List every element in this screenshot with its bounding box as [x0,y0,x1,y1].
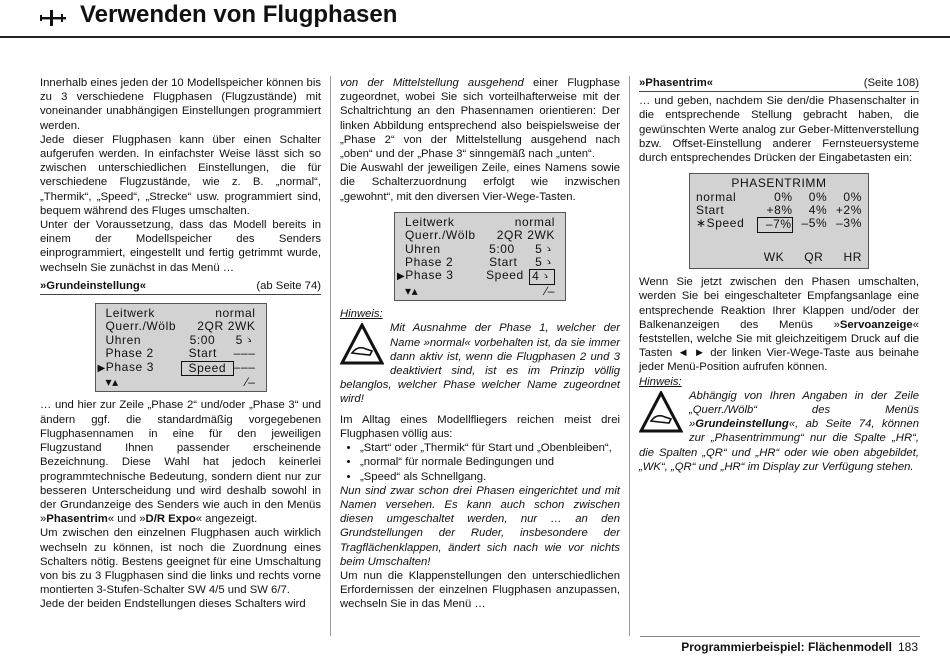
selection-arrow-icon: ▶ [397,271,406,283]
hint-text: Mit Ausnahme der Phase 1, welcher der Name »normal« vorbehalten ist, da sie immer dann aktiv ist, wenn die Flugphasen 2 und 3 deaktiviert sind, ist es im Prinzip völlig belanglos, welcher Phase welcher Name zugeordnet wird! [340,322,620,406]
paragraph: Um zwischen den einzelnen Flugphasen auch wirklich wechseln zu können, ist noch die Zuordnung eines Schalters nötig. Bestens geeignet für eine Umschaltung von bis zu 3 Flugphasen sind die links und rechts vorne montierten 3-Stufen-Schalter SW 4/5 und SW 6/7. [40,527,321,597]
subheading-rule [639,91,919,92]
hint-label: Hinweis: [340,308,383,321]
subheading-title: »Grundeinstellung« [40,279,147,292]
switch-icon: ⁄– [245,375,256,390]
lcd-screen-flugphasen [394,212,566,301]
lcd-row: Start +8% 4% +2% [696,203,862,218]
list-item: • „Start“ oder „Thermik“ für Start und „Obenbleiben“, [360,441,620,455]
paragraph: … und geben, nachdem Sie den/die Phasenschalter in die entsprechende Stellung gebracht haben, die gewünschten Werte analog zur Geber-Mittenverstellung bzw. Offset-Einstellung anderer Fernsteuersysteme durch entsprechendes Drücken der Eingabetasten ein: [639,95,919,165]
selection-arrow-icon: ▶ [97,362,106,374]
page-header [0,0,950,36]
lcd-row-selected: ∗Speed –7% –5% –3% [696,216,862,232]
airplane-icon [40,8,68,28]
hint-block [639,389,919,474]
paragraph: Unter der Voraussetzung, dass das Modell bereits in einem der Modellspeicher des Senders einprogrammiert, eingestellt und fertig getrimmt wurde, wechseln Sie zunächst in das Menü … [40,219,321,274]
subheading [639,76,919,90]
lcd-row: Querr./Wölb 2QR 2WK [405,228,555,243]
up-down-arrows-icon: ▾▴ [105,375,119,390]
lcd-row-selected: ▶Phase 3 Speed ––– [97,359,256,375]
lcd-row: Phase 2 Start ––– [105,346,256,361]
column-divider [330,76,331,636]
footer-rule [640,636,920,637]
switch-icon: ⁄– [545,283,555,298]
paragraph: Nun sind zwar schon drei Phasen eingerichtet und mit Namen versehen. Es kann auch schon zwischen diesen umgeschaltet werden, nur … an den Grundstellungen der Ruder, insbesondere der Tragflächenklappen, ändert sich nach wie vor nichts beim Umschalten! [340,484,620,568]
lcd-nav-row [395,285,565,298]
hint-label: Hinweis: [639,375,682,388]
warning-triangle-icon [340,323,384,365]
lcd-screen-phasentrimm [689,173,869,269]
page-footer [681,640,918,654]
lcd-row: Uhren 5:00 5ゝ [405,241,555,256]
subheading-ref: (Seite 108) [863,77,919,89]
hint-block [340,321,620,406]
page-title: Verwenden von Flugphasen [80,1,398,28]
lcd-screen-grundeinstellung [95,303,267,392]
hint-text: Abhängig von Ihren Angaben in der Zeile „Querr./Wölb“ des Menüs »Grundeinstellung«, ab Seite 74, können zur „Phasentrimmung“ nur die Spalte „HR“, die Spalten „QR“ und „HR“ oder wie oben abgebildet, „WK“, „QR“ und „HR“ im Display zur Verfügung stehen. [639,389,919,473]
lcd-row: Uhren 5:00 5ゝ [105,332,256,347]
paragraph: von der Mittelstellung ausgehend einer Flugphase zugeordnet, wobei Sie sich vorteilhafterweise mit der Schaltrichtung an den Phasennamen orientieren: Der linken Abbildung entsprechend also beispielsweise der „Phase 2“ von der Mittelstellung ausgehend nach „oben“ und der „Phase 3“ sinngemäß nach „unten“. [340,77,620,161]
paragraph: Jede dieser Flugphasen kann über einen Schalter aufgerufen werden. In einfachster Weise lässt sich so zwischen unterschiedlichen Einstellungen, die für verschiedene Flugzustände, wie z. B. „normal“, „Thermik“, „Speed“, „Strecke“ usw. programmiert sind, bequem während des Fluges umschalten. [40,133,321,217]
lcd-nav-row [96,376,266,389]
subheading-rule [40,294,321,295]
warning-triangle-icon [639,391,683,433]
subheading [40,279,321,293]
header-rule [0,36,950,38]
column-left [40,76,321,612]
list-item: • „Speed“ als Schnellgang. [360,470,620,484]
bullet-list [340,441,620,484]
column-middle [340,76,620,612]
lcd-row: Leitwerk normal [105,306,256,321]
lcd-row: Phase 2 Start 5ゝ [405,255,555,270]
paragraph: … und hier zur Zeile „Phase 2“ und/oder „Phase 3“ und ändern ggf. die standardmäßig vorgegebenen Flugphasennamen in eine für den jeweiligen Flugzustand Ihnen passender erscheinende Bezeichnung. Diese Wahl hat jedoch keinerlei programmtechnische Bedeutung, sondern dient nur zur besseren Unterscheidung und wird deshalb sowohl in der Grundanzeige des Senders wie auch in den Menüs »Phasentrim« und »D/R Expo« angezeigt. [40,399,321,526]
paragraph: Wenn Sie jetzt zwischen den Phasen umschalten, werden Sie bei eingeschalteter Empfangsanlage eine entsprechende Reaktion Ihrer Klappen und/oder der Balkenanzeigen des Menüs »Servoanzeige« feststellen, welche Sie mit gleichzeitigem Druck auf die Tasten ◄ ► der linken Vier-Wege-Taste aus beinahe jeder Menü-Position aufrufen können. [639,276,919,374]
lcd-row: Querr./Wölb 2QR 2WK [105,319,256,334]
list-item: • „normal“ für normale Bedingungen und [360,455,620,469]
paragraph: Um nun die Klappenstellungen den unterschiedlichen Erfordernissen der einzelnen Flugphasen anzupassen, wechseln Sie in das Menü … [340,569,620,611]
lcd-row-selected: ▶Phase 3 Speed 4ゝ [395,269,565,284]
subheading-ref: (ab Seite 74) [256,279,321,292]
lcd-spacer [690,233,868,251]
up-down-arrows-icon: ▾▴ [405,283,419,298]
page-number: 183 [897,640,918,654]
lcd-title: PHASENTRIMM [731,176,827,191]
paragraph: Innerhalb eines jeden der 10 Modellspeicher können bis zu 3 verschiedene Flugphasen (Flugzustände) mit voneinander unabhängigen Einstellungen programmiert werden. [40,77,321,132]
lcd-column-labels: WK QR HR [763,249,862,264]
footer-section: Programmierbeispiel: Flächenmodell [681,640,892,654]
lcd-row: normal 0% 0% 0% [696,189,862,204]
paragraph: Im Alltag eines Modellfliegers reichen meist drei Flugphasen völlig aus: [340,413,620,440]
lcd-row: Leitwerk normal [405,214,555,229]
column-right [639,76,919,474]
paragraph: Die Auswahl der jeweiligen Zeile, eines Namens sowie die Schalterzuordnung erfolgt wie inzwischen „gewohnt“, mit den diversen Vier-Wege-Tasten. [340,162,620,203]
subheading-title: »Phasentrim« [639,77,714,89]
paragraph: Jede der beiden Endstellungen dieses Schalters wird [40,598,306,611]
column-divider [629,76,630,636]
